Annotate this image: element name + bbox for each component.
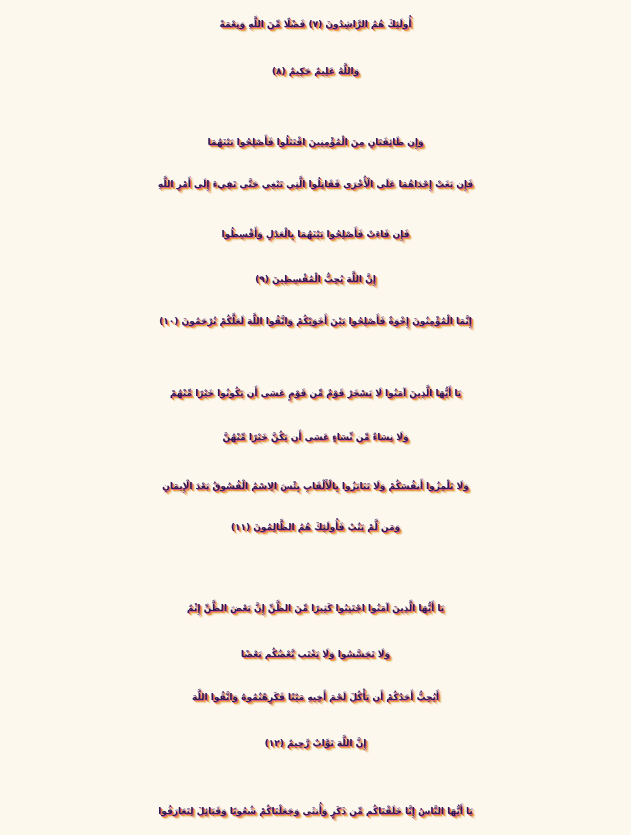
verse-line-4: فَإِن بَغَتْ إِحْدَاهُمَا عَلَى الْأُخْرَى فَقَاتِلُوا الَّتِي تَبْغِي حَتَّى تَفِيءَ إِلَى أَمْرِ اللَّهِ [157,180,474,190]
verse-line-13: وَلَا تَجَسَّسُوا وَلَا يَغْتَب بَّعْضُكُم بَعْضًا [240,650,391,660]
verse-line-14: أَيُحِبُّ أَحَدُكُمْ أَن يَأْكُلَ لَحْمَ أَخِيهِ مَيْتًا فَكَرِهْتُمُوهُ وَاتَّقُوا اللَّهَ [192,693,439,703]
verse-line-11: وَمَن لَّمْ يَتُبْ فَأُولَئِكَ هُمُ الظَّالِمُونَ (١١) [230,523,401,533]
verse-line-2: وَاللَّهُ عَلِيمٌ حَكِيمٌ (٨) [271,67,360,77]
verse-line-3: وَإِن طَائِفَتَانِ مِنَ الْمُؤْمِنِينَ اقْتَتَلُوا فَأَصْلِحُوا بَيْنَهُمَا [207,138,424,148]
verse-line-10: وَلَا تَلْمِزُوا أَنفُسَكُمْ وَلَا تَنَابَزُوا بِالْأَلْقَابِ بِئْسَ الِاسْمُ الْفُسُوقُ بَعْدَ الْإِيمَانِ [162,482,469,492]
verse-line-9: وَلَا نِسَاءٌ مِّن نِّسَاءٍ عَسَى أَن يَكُنَّ خَيْرًا مِّنْهُنَّ [222,433,409,443]
verse-line-5: فَإِن فَاءَتْ فَأَصْلِحُوا بَيْنَهُمَا بِالْعَدْلِ وَأَقْسِطُوا [221,230,410,240]
verse-line-6: إِنَّ اللَّهَ يُحِبُّ الْمُقْسِطِينَ (٩) [255,275,376,285]
verse-line-7: إِنَّمَا الْمُؤْمِنُونَ إِخْوَةٌ فَأَصْلِحُوا بَيْنَ أَخَوَيْكُمْ وَاتَّقُوا اللَّهَ لَعَلَّكُمْ تُرْحَمُونَ (١٠) [159,317,472,327]
verse-line-15: إِنَّ اللَّهَ تَوَّابٌ رَّحِيمٌ (١٢) [264,739,367,749]
verse-line-8: يَا أَيُّهَا الَّذِينَ آمَنُوا لَا يَسْخَرْ قَوْمٌ مِّن قَوْمٍ عَسَى أَن يَكُونُوا خَيْرًا مِّنْهُمْ [169,389,462,399]
verse-line-12: يَا أَيُّهَا الَّذِينَ آمَنُوا اجْتَنِبُوا كَثِيرًا مِّنَ الظَّنِّ إِنَّ بَعْضَ الظَّنِّ إِثْمٌ [186,604,445,614]
verse-line-1: أُولَئِكَ هُمُ الرَّاشِدُونَ (٧) فَضْلًا مِّنَ اللَّهِ وَنِعْمَةً [219,20,412,30]
verse-line-16: يَا أَيُّهَا النَّاسُ إِنَّا خَلَقْنَاكُم مِّن ذَكَرٍ وَأُنثَى وَجَعَلْنَاكُمْ شُعُوبًا وَقَبَائِلَ لِتَعَارَفُوا [158,807,473,817]
